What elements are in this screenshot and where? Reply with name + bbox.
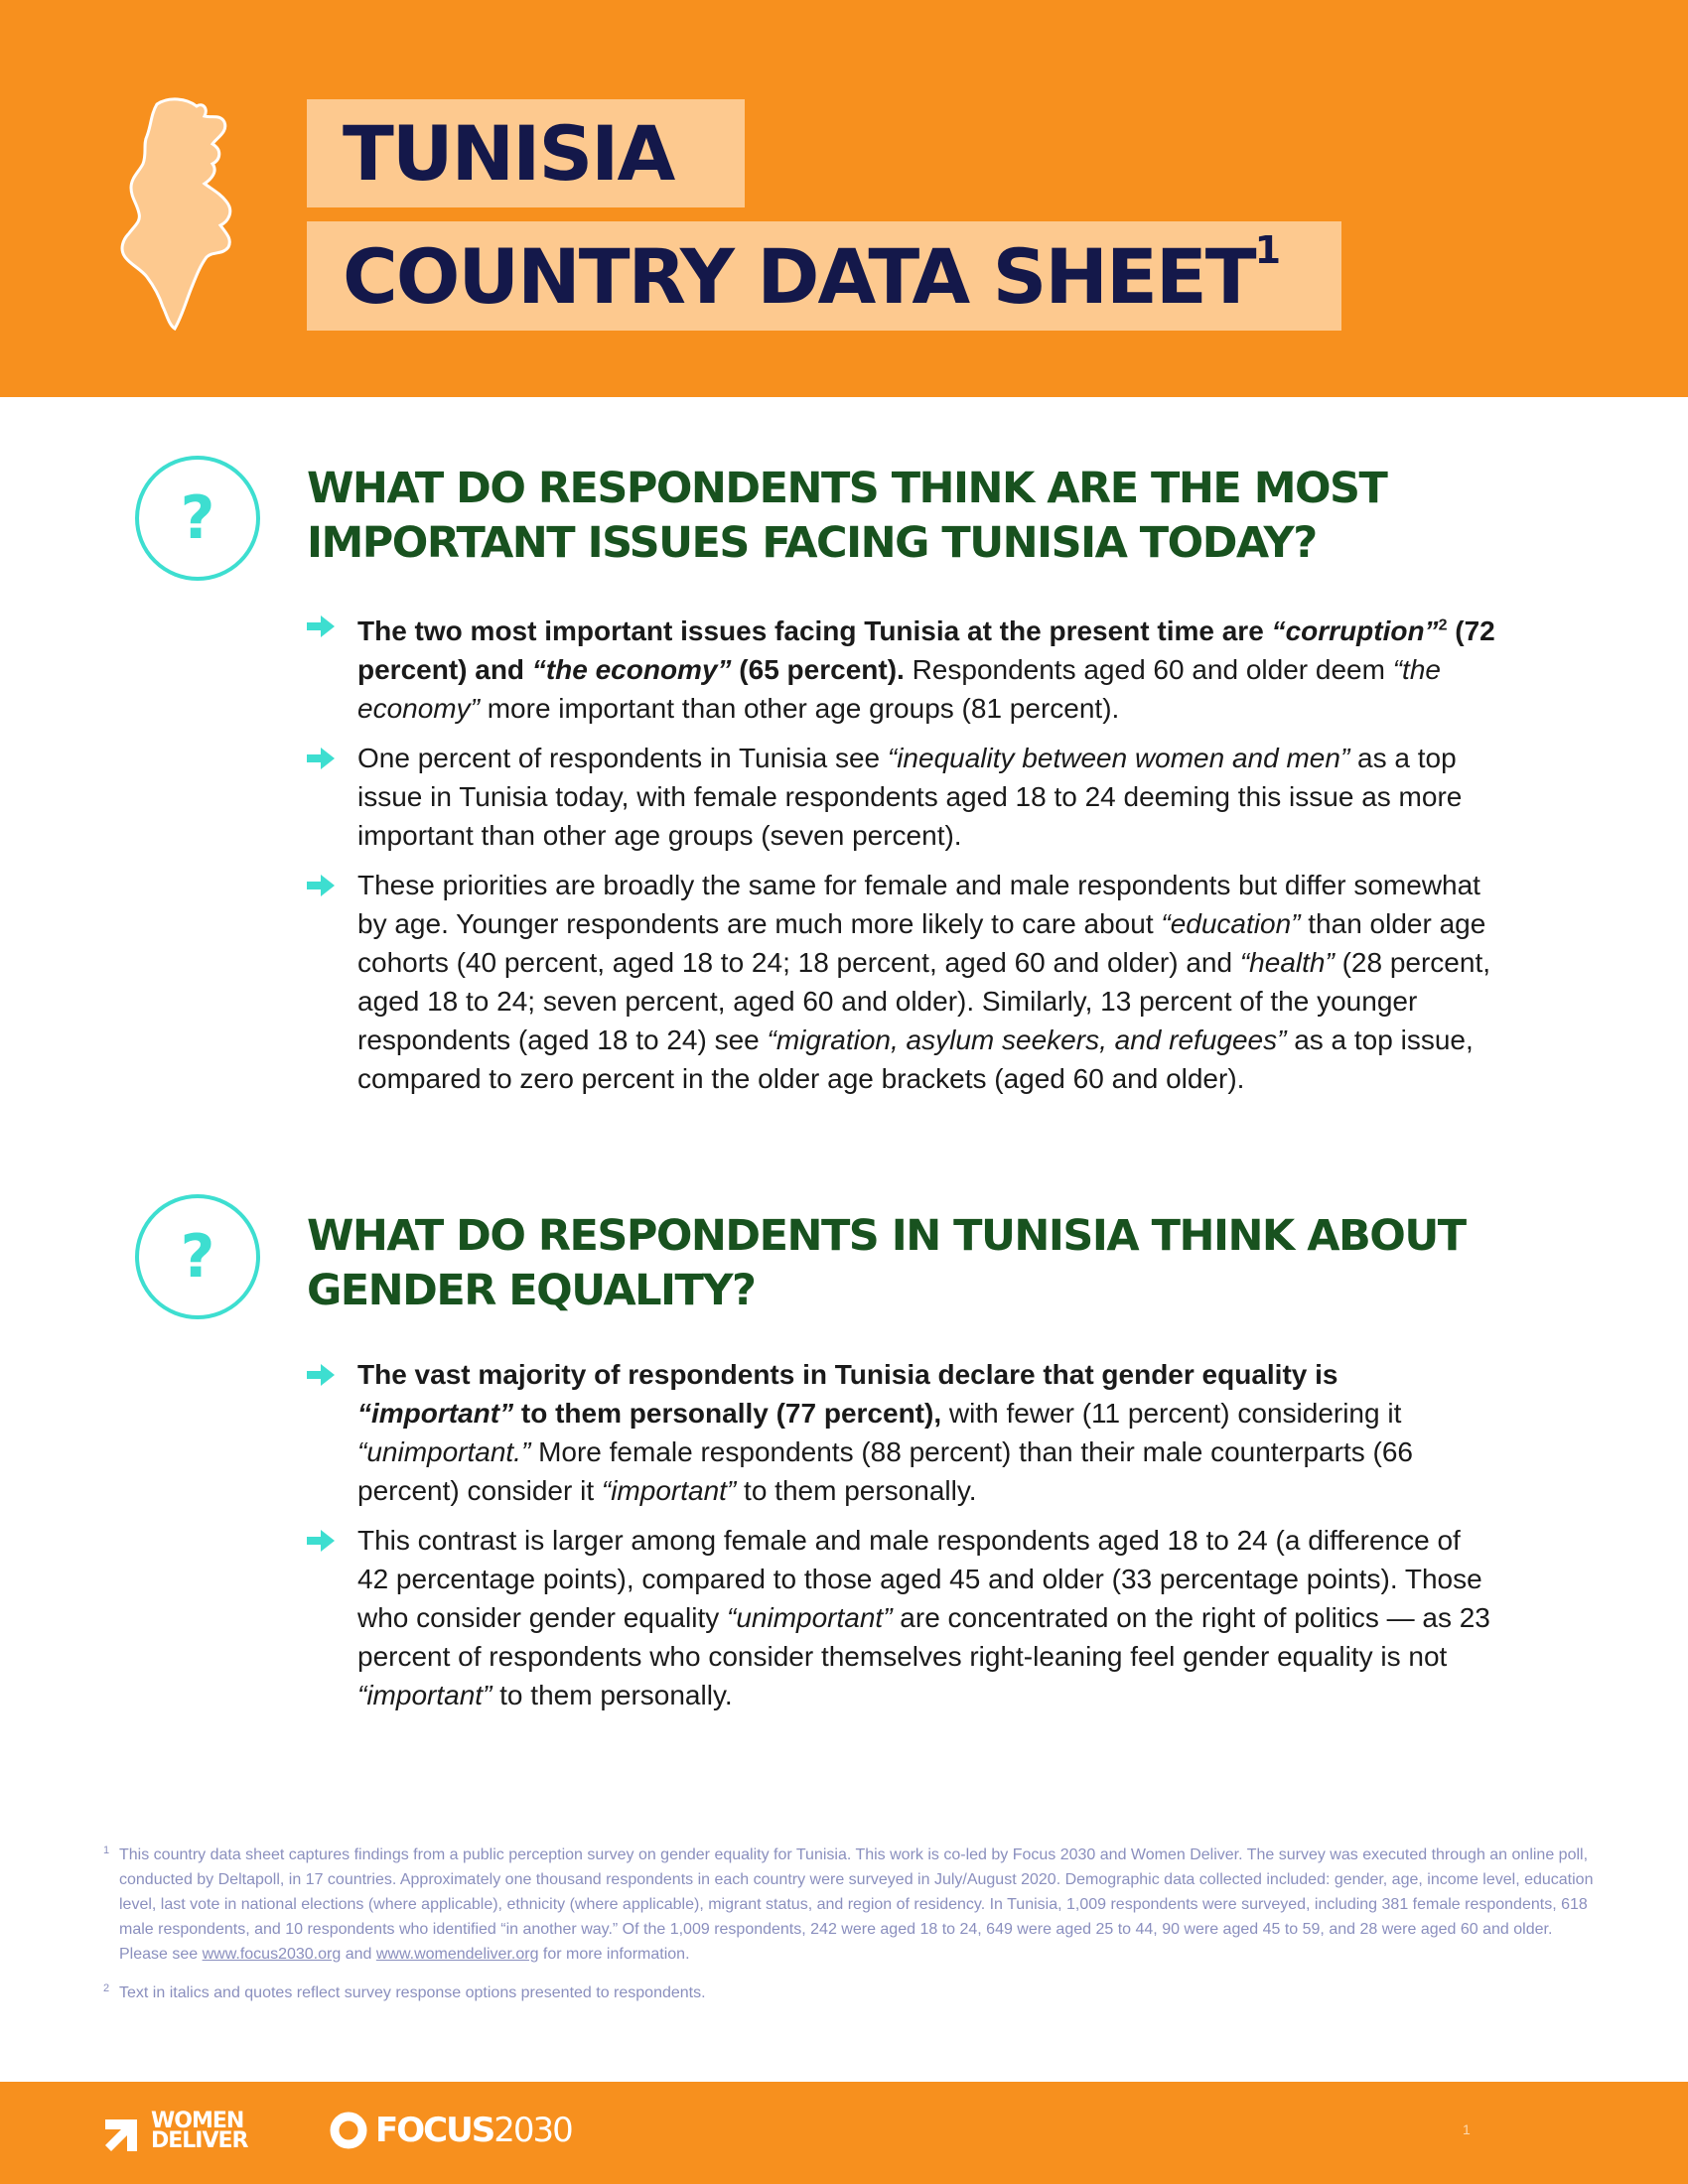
page-title-subtitle: COUNTRY DATA SHEET$^1$ xyxy=(343,227,1282,321)
list-item: The vast majority of respondents in Tunisia declare that gender equality is “important” to them personally (77 percent), with fewer (11 percent) considering it “unimportant.” More female respondents (88 percent) than their male counterparts (66 percent) consider it “important” to them personally. xyxy=(307,1355,1498,1510)
tunisia-map-icon xyxy=(117,94,251,333)
women-deliver-logo: WOMEN DELIVER xyxy=(103,2110,248,2153)
focus-ring-icon xyxy=(328,2110,369,2151)
list-item: The two most important issues facing Tunisia at the present time are “corruption”$^2$ (72 percent) and “the economy” (65 percent). Respondents aged 60 and older deem “the economy” more important than other age groups (81 percent). xyxy=(307,607,1498,728)
section1-bullet-list xyxy=(307,607,1498,1109)
section2-heading: WHAT DO RESPONDENTS IN TUNISIA THINK ABOUT GENDER EQUALITY? xyxy=(307,1211,1466,1315)
arrow-right-icon xyxy=(307,748,335,769)
footnote-1: 1 This country data sheet captures findings from a public perception survey on gender equality for Tunisia. This work is co-led by Focus 2030 and Women Deliver. The survey was executed through an online poll, conducted by Deltapoll, in 17 countries. Approximately one thousand respondents in each country were surveyed in July/August 2020. Demographic data collected included: gender, age, income level, education level, last vote in national elections (where applicable), ethnicity (where applicable), migrant status, and region of residency. In Tunisia, 1,009 respondents were surveyed, including 381 female respondents, 618 male respondents, and 10 respondents who identified “in another way.” Of the 1,009 respondents, 242 were aged 18 to 24, 649 were aged 25 to 44, 90 were aged 45 to 59, and 28 were aged 60 and older. Please see www.focus2030.org and www.womendeliver.org for more information. xyxy=(103,1844,1594,1963)
list-item: These priorities are broadly the same for female and male respondents but differ somewhat by age. Younger respondents are much more likely to care about “education” than older age cohorts (40 percent, aged 18 to 24; 18 percent, aged 60 and older) and “health” (28 percent, aged 18 to 24; seven percent, aged 60 and older). Similarly, 13 percent of the younger respondents (aged 18 to 24) see “migration, asylum seekers, and refugees” as a top issue, compared to zero percent in the older age brackets (aged 60 and older). xyxy=(307,866,1498,1098)
arrow-right-icon xyxy=(307,875,335,896)
footnote-ref-1: 1 xyxy=(1254,227,1282,272)
section1-heading: WHAT DO RESPONDENTS THINK ARE THE MOST IMPORTANT ISSUES FACING TUNISIA TODAY? xyxy=(307,464,1387,568)
arrow-right-icon xyxy=(307,615,335,637)
footnotes xyxy=(103,1843,1603,2005)
footnote-2: 2 Text in italics and quotes reflect survey response options presented to respondents. xyxy=(103,1982,706,2001)
arrow-right-icon xyxy=(307,1530,335,1552)
title-box-country xyxy=(307,99,745,207)
page-number: 1 xyxy=(1463,2121,1471,2137)
section2-bullet-list xyxy=(307,1355,1498,1725)
focus2030-link[interactable]: www.focus2030.org xyxy=(202,1946,342,1963)
womendeliver-link[interactable]: www.womendeliver.org xyxy=(375,1946,539,1963)
women-deliver-arrow-icon xyxy=(103,2110,147,2153)
page-title-country: TUNISIA xyxy=(343,109,674,198)
question-mark-icon: ? xyxy=(135,456,260,581)
question-mark-icon: ? xyxy=(135,1194,260,1319)
list-item: One percent of respondents in Tunisia see “inequality between women and men” as a top issue in Tunisia today, with female respondents aged 18 to 24 deeming this issue as more important than other age groups (seven percent). xyxy=(307,739,1498,855)
header-banner xyxy=(0,0,1688,397)
arrow-right-icon xyxy=(307,1364,335,1386)
title-box-subtitle xyxy=(307,221,1341,331)
focus2030-logo: FOCUS2030 xyxy=(328,2110,572,2151)
footer-banner xyxy=(0,2082,1688,2184)
list-item: This contrast is larger among female and male respondents aged 18 to 24 (a difference of 42 percentage points), compared to those aged 45 and older (33 percentage points). Those who consider gender equality “unimportant” are concentrated on the right of politics — as 23 percent of respondents who consider themselves right-leaning feel gender equality is not “important” to them personally. xyxy=(307,1521,1498,1714)
